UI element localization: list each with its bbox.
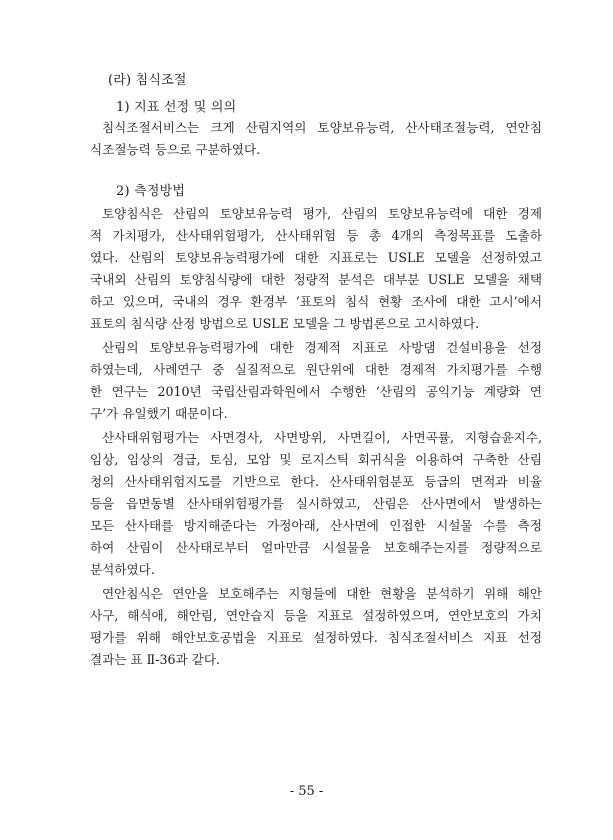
text-line: 표토의 침식량 산정 방법으로 USLE 모델을 그 방법론으로 고시하였다. <box>90 316 480 331</box>
paragraph-soil-erosion <box>90 203 542 335</box>
text-line: 연안침식은 연안을 보호해주는 지형들에 대한 현황을 분석하기 위해 해안 <box>102 586 542 601</box>
text-line: 국내외 산림의 토양침식량에 대한 정량적 분석은 대부분 USLE 모델을 채택 <box>90 272 542 287</box>
section-heading: (라) 침식조절 <box>108 73 187 88</box>
subsection-heading-2: 2) 측정방법 <box>116 184 186 199</box>
text-line: 임상, 임상의 경급, 토심, 모암 및 로지스틱 회귀식을 이용하여 구축한 산림 <box>90 452 542 467</box>
text-line: 결과는 표 Ⅱ-36과 같다. <box>90 652 221 667</box>
text-line: 분석하였다. <box>90 562 155 577</box>
text-line: 산림의 토양보유능력평가에 대한 경제적 지표로 사방댐 건설비용을 선정 <box>102 340 542 355</box>
text-line: 청의 산사태위험지도를 기반으로 한다. 산사태위험분포 등급의 면적과 비율 <box>90 474 542 489</box>
text-line: 산사태위험평가는 사면경사, 사면방위, 사면길이, 사면곡률, 지형습윤지수, <box>102 430 542 445</box>
text-line: 사구, 해식애, 해안림, 연안습지 등을 지표로 설정하였으며, 연안보호의 가치 <box>90 608 542 623</box>
text-line: 토양침식은 산림의 토양보유능력 평가, 산림의 토양보유능력에 대한 경제 <box>102 206 542 221</box>
text-line: 적 가치평가, 산사태위험평가, 산사태위험 등 총 4개의 측정목표를 도출하 <box>90 228 542 243</box>
subsection-heading-1: 1) 지표 선정 및 의의 <box>116 100 237 115</box>
paragraph-landslide <box>90 427 542 581</box>
text-line: 한 연구는 2010년 국립산림과학원에서 수행한 ‘산림의 공익기능 계량화 연 <box>90 384 542 399</box>
text-line: 식조절능력 등으로 구분하였다. <box>90 142 261 157</box>
text-line: 하여 산림이 산사태로부터 얼마만큼 시설물을 보호해주는지를 정량적으로 <box>90 540 542 555</box>
text-line: 하고 있으며, 국내의 경우 환경부 ‘표토의 침식 현황 조사에 대한 고시’에서 <box>90 294 542 309</box>
text-line: 등을 읍면동별 산사태위험평가를 실시하였고, 산림은 산사면에서 발생하는 <box>90 496 542 511</box>
text-line: 하였는데, 사례연구 중 실질적으로 원단위에 대한 경제적 가치평가를 수행 <box>90 362 542 377</box>
paragraph-economic-indicator <box>90 337 542 425</box>
text-line: 구’가 유일했기 때문이다. <box>90 406 228 421</box>
page-number: - 55 - <box>289 784 324 799</box>
text-line: 였다. 산림의 토양보유능력평가에 대한 지표로는 USLE 모델을 선정하였고 <box>90 250 542 265</box>
text-line: 평가를 위해 해안보호공법을 지표로 설정하였다. 침식조절서비스 지표 선정 <box>90 630 542 645</box>
paragraph-overview <box>90 117 542 161</box>
text-line: 모든 산사태를 방지해준다는 가정아래, 산사면에 인접한 시설물 수를 측정 <box>90 518 542 533</box>
paragraph-coastal-erosion <box>90 583 542 671</box>
text-line: 침식조절서비스는 크게 산림지역의 토양보유능력, 산사태조절능력, 연안침 <box>102 120 542 135</box>
